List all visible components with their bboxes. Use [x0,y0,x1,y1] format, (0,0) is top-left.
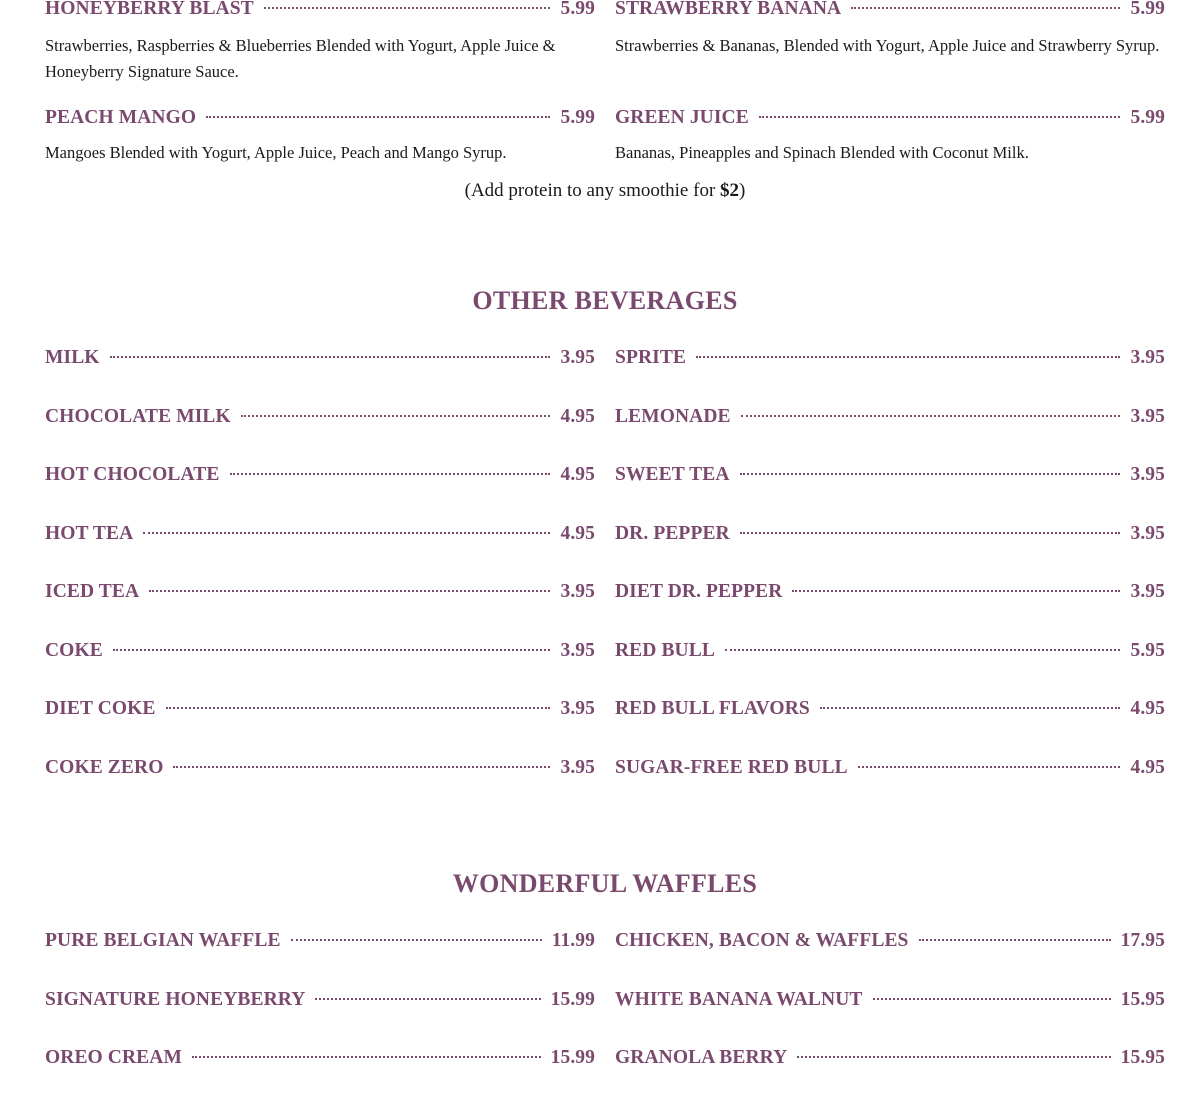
menu-item[interactable] [45,757,595,779]
menu-item[interactable] [45,640,595,662]
note-price: $2 [720,180,740,201]
item-name: COKE [45,639,103,661]
item-name: SUGAR-FREE RED BULL [615,756,848,778]
menu-item[interactable] [45,0,595,85]
dot-leader [173,766,550,768]
menu-item[interactable] [615,347,1165,369]
item-name: CHICKEN, BACON & WAFFLES [615,930,909,951]
note-prefix: (Add protein to any smoothie for [464,180,721,201]
dot-leader [264,7,551,9]
item-price: 3.95 [1130,581,1165,602]
item-price: 3.95 [1130,522,1165,544]
item-price: 11.99 [551,930,595,951]
note-suffix: ) [739,180,746,201]
item-name: RED BULL [615,639,715,661]
item-name: HONEYBERRY BLAST [45,0,254,19]
item-name: RED BULL FLAVORS [615,698,810,719]
dot-leader [241,415,551,417]
item-description: Bananas, Pineapples and Spinach Blended with Coconut Milk. [615,143,1029,162]
menu-item[interactable] [615,640,1165,662]
smoothies-section [45,0,1165,166]
dot-leader [291,939,542,941]
menu-item[interactable] [45,406,595,428]
dot-leader [919,939,1111,941]
item-name: ICED TEA [45,581,140,602]
dot-leader [113,649,551,651]
dot-leader [759,116,1121,118]
item-name: HOT TEA [45,522,134,544]
item-name: SIGNATURE HONEYBERRY [45,988,306,1010]
menu-item[interactable] [45,347,595,369]
item-price: 5.95 [1130,639,1165,661]
menu-item[interactable] [615,1047,1165,1069]
waffles-list [45,930,1165,1069]
menu-item[interactable] [45,581,595,603]
protein-note [45,180,1165,202]
item-name: SWEET TEA [615,464,730,485]
menu-item[interactable] [615,698,1165,720]
item-name: MILK [45,347,100,368]
dot-leader [143,532,550,534]
menu-item[interactable] [615,107,1165,166]
dot-leader [792,590,1120,592]
other-beverages-list [45,347,1165,779]
item-description: Mangoes Blended with Yogurt, Apple Juice, Peach and Mango Syrup. [45,143,507,162]
item-name: STRAWBERRY BANANA [615,0,842,19]
item-price: 15.99 [550,1047,595,1068]
item-name: PURE BELGIAN WAFFLE [45,930,281,951]
menu-item[interactable] [45,698,595,720]
item-price: 17.95 [1120,930,1165,951]
item-name: HOT CHOCOLATE [45,464,220,485]
dot-leader [740,532,1121,534]
item-price: 4.95 [1130,756,1165,778]
dot-leader [149,590,550,592]
dot-leader [230,473,551,475]
item-price: 5.99 [560,0,595,19]
dot-leader [741,415,1121,417]
item-price: 5.99 [560,107,595,128]
item-description: Strawberries, Raspberries & Blueberries Blended with Yogurt, Apple Juice & Honeyberry Signature Sauce. [45,36,556,81]
dot-leader [740,473,1121,475]
dot-leader [696,356,1120,358]
dot-leader [110,356,551,358]
item-price: 3.95 [560,639,595,661]
item-name: CHOCOLATE MILK [45,405,231,427]
item-price: 15.99 [550,988,595,1010]
dot-leader [206,116,550,118]
item-name: LEMONADE [615,405,731,427]
menu-item[interactable] [615,0,1165,85]
menu-item[interactable] [615,930,1165,952]
dot-leader [192,1056,541,1058]
item-price: 4.95 [560,464,595,485]
item-price: 3.95 [560,581,595,602]
item-name: PEACH MANGO [45,107,197,128]
dot-leader [166,707,551,709]
dot-leader [725,649,1121,651]
menu-item[interactable] [615,757,1165,779]
item-price: 3.95 [560,347,595,368]
item-price: 4.95 [560,405,595,427]
menu-item[interactable] [45,1047,595,1069]
menu-item[interactable] [615,406,1165,428]
item-name: SPRITE [615,347,687,368]
item-price: 3.95 [560,698,595,719]
menu-item[interactable] [615,989,1165,1011]
item-price: 4.95 [1130,698,1165,719]
item-name: GRANOLA BERRY [615,1047,788,1068]
item-price: 15.95 [1120,988,1165,1010]
item-description: Strawberries & Bananas, Blended with Yogurt, Apple Juice and Strawberry Syrup. [615,36,1160,55]
section-title-other-beverages: OTHER BEVERAGES [472,286,738,315]
menu-item[interactable] [45,989,595,1011]
dot-leader [315,998,540,1000]
item-name: COKE ZERO [45,756,164,778]
item-name: DR. PEPPER [615,522,730,544]
menu-item[interactable] [45,107,595,166]
item-price: 5.99 [1130,0,1165,19]
item-name: DIET COKE [45,698,156,719]
item-price: 3.95 [1130,405,1165,427]
dot-leader [851,7,1120,9]
item-price: 4.95 [560,522,595,544]
item-price: 5.99 [1130,107,1165,128]
item-price: 3.95 [560,756,595,778]
item-price: 15.95 [1120,1047,1165,1068]
item-name: GREEN JUICE [615,107,749,128]
dot-leader [873,998,1111,1000]
menu-item[interactable] [45,930,595,952]
item-price: 3.95 [1130,464,1165,485]
menu-item[interactable] [615,581,1165,603]
dot-leader [797,1056,1110,1058]
menu-item[interactable] [45,523,595,545]
menu-item[interactable] [615,464,1165,486]
dot-leader [858,766,1121,768]
item-name: DIET DR. PEPPER [615,581,783,602]
menu-item[interactable] [615,523,1165,545]
dot-leader [820,707,1121,709]
item-name: OREO CREAM [45,1047,182,1068]
item-name: WHITE BANANA WALNUT [615,988,863,1010]
item-price: 3.95 [1130,347,1165,368]
menu-item[interactable] [45,464,595,486]
section-title-waffles: WONDERFUL WAFFLES [452,869,758,898]
